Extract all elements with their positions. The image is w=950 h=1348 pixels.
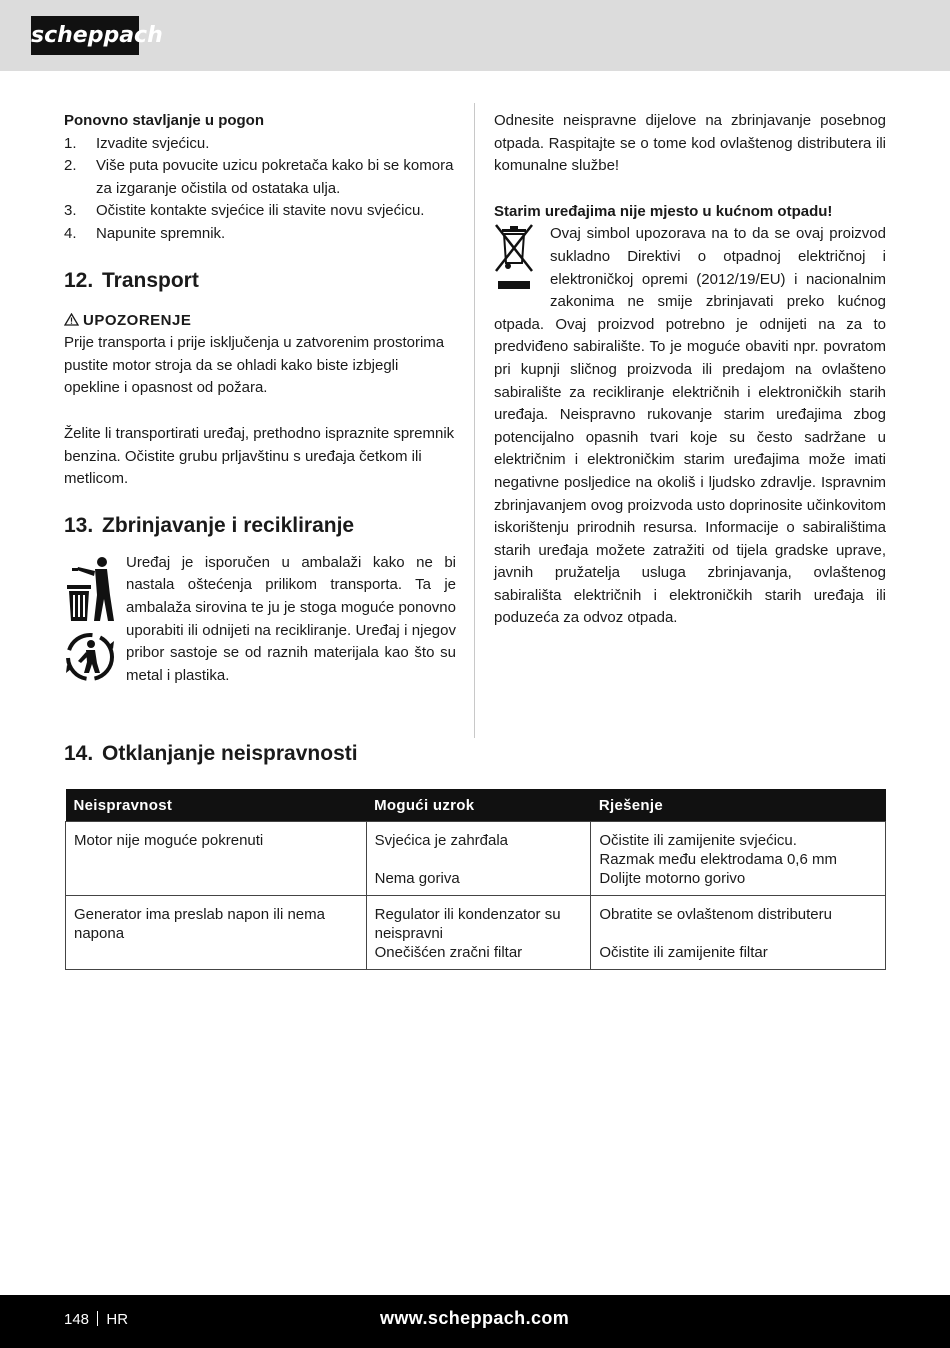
step-text: Napunite spremnik. (96, 224, 226, 242)
step-number: 2. (64, 157, 77, 175)
step-number: 3. (64, 202, 77, 220)
page-number-value: 148 (64, 1311, 90, 1328)
website-link[interactable]: www.scheppach.com (380, 1308, 570, 1328)
fix-cell (591, 896, 886, 970)
cause-text: Regulator ili kondenzator su neispravni (374, 906, 561, 942)
section-14-heading (64, 740, 358, 768)
left-column (64, 110, 456, 687)
fix-cell (591, 822, 886, 896)
fix-text: Obratite se ovlaštenom distributeru (599, 906, 832, 923)
warning-text: Prije transporta i prije isključenja u zatvorenim prostorima pustite motor stroja da se ohladi kako biste izbjegli opekline i opasnost od požara. (64, 334, 445, 397)
packaging-text: Uređaj je isporučen u ambalaži kako ne bi nastala oštećenja prilikom transporta. Ta je ambalaža sirovina te ju je stoga moguće ponovno uporabiti ili odnijeti na recikliranje. Uređaj i njegov pribor sastoje se od raznih materijala kao što su metal i plastika. (126, 553, 456, 684)
crossed-bin-icon (494, 223, 534, 295)
warning-label: UPOZORENJE (83, 311, 192, 329)
table-header-row (66, 789, 886, 822)
fault-cell (66, 822, 367, 896)
footer-separator (97, 1311, 98, 1326)
list-item (64, 155, 456, 200)
section-title: Otklanjanje neispravnosti (102, 742, 358, 765)
transport-text: Želite li transportirati uređaj, prethodno ispraznite spremnik benzina. Očistite grubu prljavštinu s uređaja četkom ili metlicom. (64, 424, 455, 488)
packaging-icons (64, 552, 124, 682)
fix-text: Dolijte motorno gorivo (599, 870, 746, 887)
right-column (494, 110, 886, 630)
step-number: 1. (64, 134, 77, 152)
step-number: 4. (64, 224, 77, 242)
column-header-cause: Mogući uzrok (366, 789, 591, 822)
table-row (66, 896, 886, 970)
section-12-heading (64, 267, 456, 295)
list-item (64, 223, 456, 246)
fault-cell (66, 896, 367, 970)
page-header (0, 0, 950, 71)
step-text: Više puta povucite uzicu pokretača kako bi se komora za izgaranje očistila od ostataka ulja. (96, 157, 454, 197)
cause-text: Nema goriva (374, 870, 460, 887)
cause-text: Onečišćen zračni filtar (374, 944, 523, 961)
section-number: 12. (64, 268, 94, 292)
section-number: 13. (64, 513, 94, 537)
restart-steps (64, 133, 456, 246)
fix-text: Očistite ili zamijenite svjećicu. (599, 832, 797, 849)
fix-text: Očistite ili zamijenite filtar (599, 944, 768, 961)
packaging-block (64, 552, 456, 688)
fault-text: Motor nije moguće pokrenuti (74, 832, 264, 849)
recycling-person-icon (64, 631, 116, 683)
troubleshooting-table (65, 789, 886, 970)
fix-text: Razmak među elektrodama 0,6 mm (599, 851, 837, 868)
column-header-fault: Neispravnost (66, 789, 367, 822)
section-number: 14. (64, 742, 94, 765)
step-text: Izvadite svjećicu. (96, 134, 210, 152)
weee-text: Ovaj simbol upozorava na to da se ovaj proizvod sukladno Direktivi o otpadnoj električnoj i elektroničkoj opremi (2012/19/EU) i nacionalnim zakonima ne smije zbrinjavati preko kućnog otpada. Ovaj proizvod potrebno je odnijeti na za to predviđeno sabiralište. To je moguće obaviti npr. povratom pri kupnji sličnog proizvoda ili predajom na ovlašteno sabiralište za recikliranje električnih i elektroničkih starih uređaja. Neispravno rukovanje starim uređajima zbog potencijalno opasnih tvari koje su često sadržane u električnim i elektroničkim starim uređajima može imati negativne posljedice na okoliš i ljudsko zdravlje. Ispravnim zbrinjavanjem ovog proizvoda usto doprinosite učinkovitom iskorištenju prirodnih resursa. Informacije o sabiralištima starih uređaja možete zatražiti od tijela gradske uprave, javnih pružatelja usluga zbrinjavanja, ovlaštenog sabirališta električnih i elektroničkih starih uređaja ili poduzeća za odvoz otpada. (494, 225, 886, 627)
list-item (64, 133, 456, 156)
cause-text: Svjećica je zahrđala (374, 832, 509, 849)
list-item (64, 200, 456, 223)
language-code: HR (106, 1311, 129, 1328)
column-header-fix: Rješenje (591, 789, 886, 822)
weee-icon-wrap (494, 223, 546, 303)
fault-text: Generator ima preslab napon ili nema napona (74, 906, 325, 942)
step-text: Očistite kontakte svjećice ili stavite novu svjećicu. (96, 202, 425, 220)
section-13-heading (64, 512, 456, 540)
restart-title: Ponovno stavljanje u pogon (64, 112, 265, 129)
weee-title: Starim uređajima nije mjesto u kućnom otpadu! (494, 202, 833, 220)
warning-triangle-icon (64, 313, 79, 326)
cause-cell (366, 822, 591, 896)
weee-block (494, 223, 886, 630)
cause-cell (366, 896, 591, 970)
section-title: Zbrinjavanje i recikliranje (102, 513, 355, 537)
column-divider (474, 103, 475, 738)
intro-text: Odnesite neispravne dijelove na zbrinjavanje posebnog otpada. Raspitajte se o tome kod ovlaštenog distributera ili komunalne službe! (494, 112, 886, 175)
brand-logo: scheppach (31, 16, 139, 55)
table-row (66, 822, 886, 896)
page-footer (0, 1295, 950, 1348)
warning-heading (64, 310, 456, 333)
page-number (64, 1311, 128, 1328)
section-title: Transport (102, 268, 199, 292)
waste-bin-person-icon (64, 555, 120, 625)
